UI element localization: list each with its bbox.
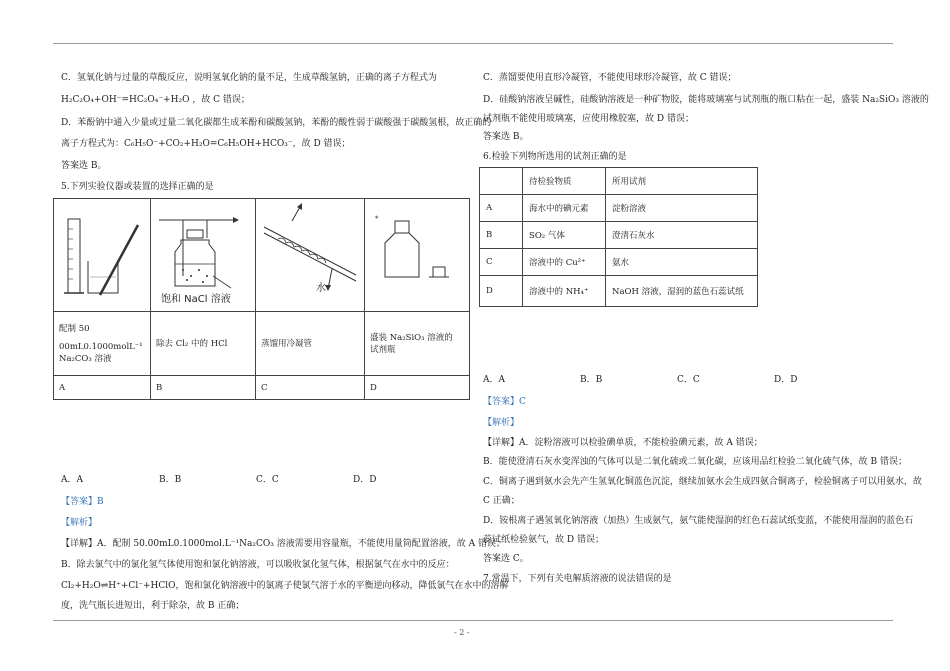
q6-header-reagent: 所用试剂 (606, 168, 758, 195)
page-number: - 2 - (454, 628, 470, 637)
apparatus-d-cell (365, 199, 470, 312)
q6-row-c-letter: C (480, 249, 523, 276)
q6-row-d-letter: D (480, 276, 523, 307)
q6-conclusion: 答案选 C。 (483, 554, 529, 564)
q6-option-c: C．C (677, 375, 700, 385)
left-c-line1: C．氢氧化钠与过量的草酸反应，说明氢氧化钠的量不足，生成草酸氢钠，正确的离子方程式为 (61, 73, 437, 83)
q6-option-b: B．B (580, 375, 603, 385)
q6-detail-1: 【详解】A．淀粉溶液可以检验碘单质，不能检验碘元素，故 A 错误； (483, 438, 763, 448)
q5-option-b: B．B (159, 475, 182, 485)
desc-a-line3: Na₂CO₃ 溶液 (59, 353, 112, 364)
right-c-line: C．蒸馏要使用直形冷凝管，不能使用球形冷凝管，故 C 错误； (483, 73, 737, 83)
q5-detail-2: B．除去氯气中的氯化氢气体使用饱和氯化钠溶液，可以吸收氯化氢气体，根据氯气在水中的反应： (61, 560, 455, 570)
q6-detail-2: B．能使澄清石灰水变浑浊的气体可以是二氧化硫或二氧化碳，应该用品红检验二氧化硫气体，故 B 错误； (483, 457, 907, 467)
water-label: 水 (316, 283, 326, 294)
q6-detail-6: 蕊试纸检验氨气，故 D 错误； (483, 535, 604, 545)
right-d-line2: 试剂瓶不能使用玻璃塞，应使用橡胶塞，故 D 错误； (483, 114, 694, 124)
q6-title: 6.检验下列物所选用的试剂正确的是 (483, 152, 627, 162)
q6-answer: 【答案】C (483, 397, 526, 407)
left-d-line2: 离子方程式为：C₆H₅O⁻+CO₂+H₂O=C₆H₅OH+HCO₃⁻，故 D 错误； (61, 139, 351, 149)
q5-detail-4: 度，洗气瓶长进短出，利于除杂，故 B 正确； (61, 601, 245, 611)
q5-table (53, 198, 470, 400)
header-rule (53, 43, 893, 44)
q6-row-b-letter: B (480, 222, 523, 249)
right-d-line1: D．硅酸钠溶液呈碱性，硅酸钠溶液是一种矿物胶，能将玻璃塞与试剂瓶的瓶口粘在一起，盛装 Na₂SiO₃ 溶液的 (483, 95, 929, 105)
condenser-icon (256, 199, 364, 307)
q6-detail-3: C．铜离子遇到氨水会先产生氢氧化铜蓝色沉淀，继续加氨水会生成四氨合铜离子，检验铜离子可以用氨水，故 (483, 477, 922, 487)
q6-row-d-substance: 溶液中的 NH₄⁺ (523, 276, 606, 307)
right-conclusion: 答案选 B。 (483, 132, 529, 142)
q6-analysis-label: 【解析】 (483, 418, 520, 428)
q6-option-a: A．A (483, 375, 505, 385)
q5-detail-3: Cl₂+H₂O⇌H⁺+Cl⁻+HClO，饱和氯化钠溶液中的氯离子使氯气溶于水的平衡逆向移动，降低氯气在水中的溶解 (61, 581, 509, 591)
q6-header-blank (480, 168, 523, 195)
desc-c: 蒸馏用冷凝管 (256, 312, 365, 376)
q5-answer: 【答案】B (61, 497, 104, 507)
letter-b: B (151, 376, 256, 400)
q6-row-b-substance: SO₂ 气体 (523, 222, 606, 249)
desc-a-line2: 00mL0.1000molL⁻¹ (59, 341, 143, 352)
apparatus-b-cell (151, 199, 256, 312)
left-conclusion: 答案选 B。 (61, 161, 107, 171)
desc-d-line2: 试剂瓶 (370, 344, 396, 355)
letter-d: D (365, 376, 470, 400)
q6-row-a-substance: 海水中的碘元素 (523, 195, 606, 222)
desc-d-line1: 盛装 Na₂SiO₃ 溶液的 (370, 332, 453, 343)
left-d-line1: D．苯酚钠中通入少量或过量二氧化碳都生成苯酚和碳酸氢钠，苯酚的酸性弱于碳酸强于碳酸氢根，故正确的 (61, 118, 492, 128)
q7-title: 7.常温下，下列有关电解质溶液的说法错误的是 (483, 574, 672, 584)
q5-analysis-label: 【解析】 (61, 518, 98, 528)
gas-washing-bottle-icon (151, 204, 255, 290)
q6-row-c-substance: 溶液中的 Cu²⁺ (523, 249, 606, 276)
desc-a (54, 312, 151, 376)
q5-option-a: A．A (61, 475, 83, 485)
q6-row-a-letter: A (480, 195, 523, 222)
q5-detail-1: 【详解】A．配制 50.00mL0.1000mol.L⁻¹Na₂CO₃ 溶液需要用容量瓶，不能使用量筒配置溶液，故 A 错误； (61, 539, 505, 549)
desc-a-line1: 配制 50 (59, 323, 90, 334)
q6-row-a-reagent: 淀粉溶液 (606, 195, 758, 222)
desc-b: 除去 Cl₂ 中的 HCl (151, 312, 256, 376)
q6-row-c-reagent: 氨水 (606, 249, 758, 276)
q6-row-b-reagent: 澄清石灰水 (606, 222, 758, 249)
letter-c: C (256, 376, 365, 400)
footer-rule (53, 620, 893, 621)
q5-option-d: D．D (353, 475, 377, 485)
q6-table (479, 167, 758, 307)
q6-row-d-reagent: NaOH 溶液，湿润的蓝色石蕊试纸 (606, 276, 758, 307)
q5-option-c: C．C (256, 475, 279, 485)
svg-text:*: * (375, 215, 379, 223)
graduated-cylinder-beaker-icon (54, 199, 150, 307)
letter-a: A (54, 376, 151, 400)
q6-option-d: D．D (774, 375, 798, 385)
apparatus-c-cell (256, 199, 365, 312)
q6-detail-5: D．铵根离子遇氢氧化钠溶液（加热）生成氨气，氨气能使湿润的红色石蕊试纸变蓝，不能使用湿润的蓝色石 (483, 516, 914, 526)
saturated-nacl-label: 饱和 NaCl 溶液 (161, 294, 231, 305)
q6-header-substance: 待检验物质 (523, 168, 606, 195)
q5-title: 5.下列实验仪器或装置的选择正确的是 (61, 182, 214, 192)
q6-detail-4: C 正确； (483, 496, 520, 506)
reagent-bottle-icon (365, 199, 469, 307)
apparatus-a-cell (54, 199, 151, 312)
left-c-line2: H₂C₂O₄+OH⁻=HC₂O₄⁻+H₂O ，故 C 错误； (61, 95, 250, 105)
desc-d (365, 312, 470, 376)
